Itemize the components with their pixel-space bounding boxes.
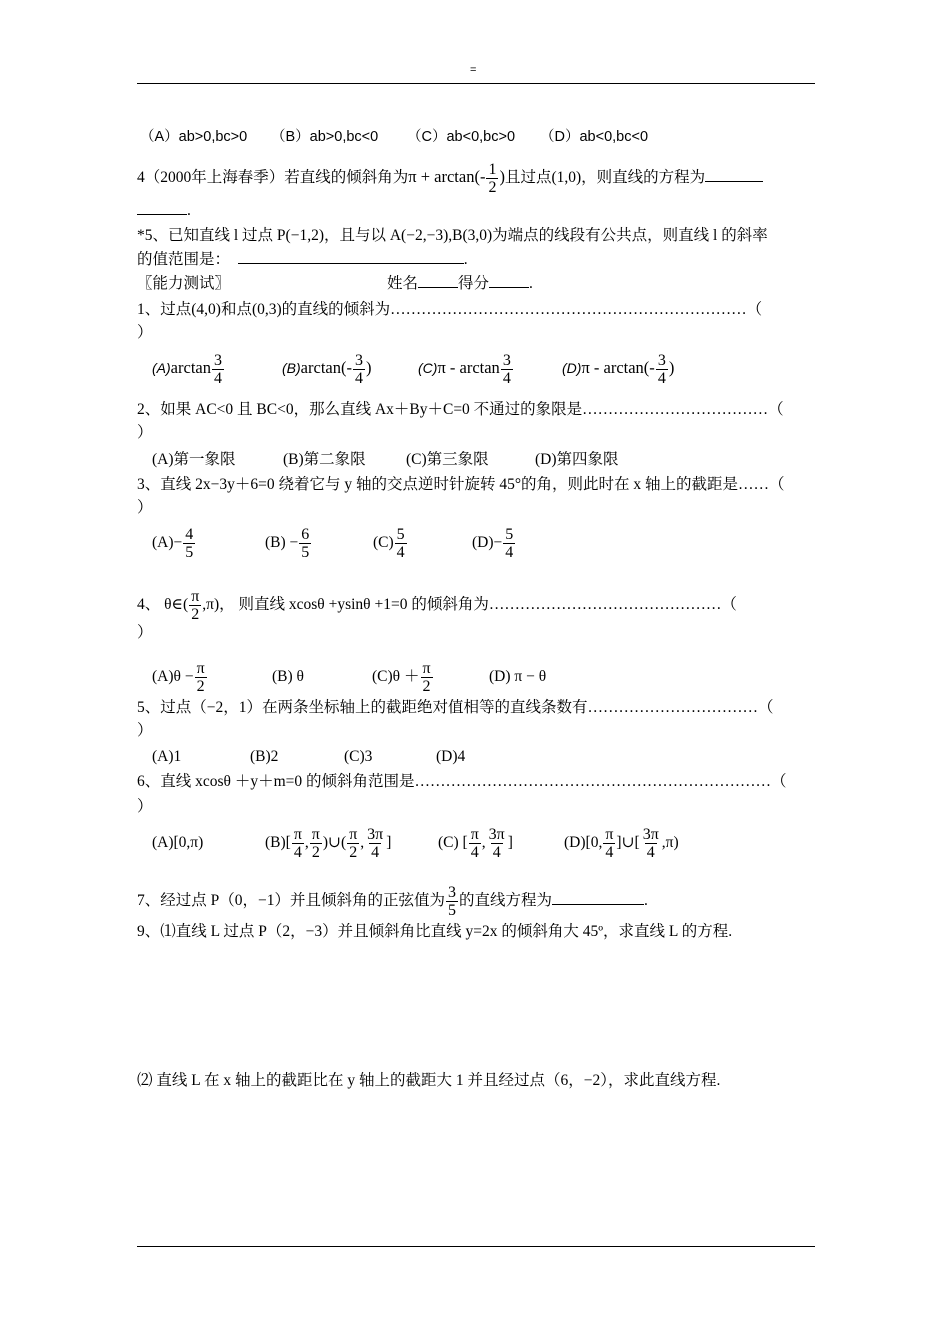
- p3-option-a: (A)− $\frac{4}{5}$: [152, 526, 194, 561]
- p6-option-c: (C) [ $\frac{\pi}{4}$ , $\frac{3\pi}{4}$ ]: [438, 826, 513, 861]
- problem-6-stem: 6、直线 xcosθ ＋y＋m=0 的倾斜角范围是……………………………………………………………（: [137, 773, 787, 790]
- p1-option-a: (A)arctan $\frac{3}{4}$: [152, 352, 222, 387]
- option-c: （C）ab<0,bc>0: [407, 129, 516, 145]
- previous-question-options: [140, 126, 648, 148]
- option-b: （B）ab>0,bc<0: [271, 129, 379, 145]
- problem-5-options: [152, 746, 465, 768]
- p2-option-c: (C)第三象限: [406, 451, 489, 468]
- problem-1-options: [152, 352, 674, 387]
- problem-2-close: ）: [137, 424, 153, 441]
- problem-9-part-1: 9、⑴直线 L 过点 P（2，−3）并且倾斜角比直线 y=2x 的倾斜角大 45º，求直线 L 的方程.: [137, 923, 733, 940]
- name-label: 姓名: [387, 275, 419, 292]
- problem-7: 7、经过点 P（0，−1）并且倾斜角的正弦值为 $\frac{3}{5}$ 的直线方程为 .: [137, 884, 648, 919]
- p7-answer-blank[interactable]: [552, 890, 644, 905]
- problem-4-stem: [137, 588, 737, 623]
- problem-4-close: ）: [137, 624, 153, 641]
- q4-answer-blank-cont[interactable]: [137, 200, 187, 215]
- p1-option-d: (D)π - arctan(- $\frac{3}{4}$ ): [562, 352, 675, 387]
- q4-suffix: 且过点(1,0)，则直线的方程为: [504, 169, 706, 187]
- q5-answer-blank[interactable]: [238, 249, 464, 264]
- p1-option-b: (B)arctan(- $\frac{3}{4}$ ): [282, 352, 372, 387]
- p4-option-a: (A)θ − $\frac{\pi}{2}$: [152, 660, 205, 695]
- p6-option-b: (B)[ $\frac{\pi}{4}$ , $\frac{\pi}{2}$ )∪( $\frac{\pi}{2}$ , $\frac{3\pi}{4}$ ]: [265, 826, 392, 861]
- option-d: （D）ab<0,bc<0: [540, 129, 649, 145]
- p3-option-c: (C) $\frac{5}{4}$: [373, 526, 405, 561]
- q4-expr-right: ): [499, 167, 505, 187]
- p3-option-b: (B) − $\frac{6}{5}$: [265, 526, 310, 561]
- q5-prefix: 的值范围是：: [137, 251, 231, 268]
- problem-5-close: ）: [137, 722, 153, 739]
- q4-expr-left: π + arctan(-: [408, 167, 486, 187]
- problem-3-options: [152, 526, 516, 561]
- header-rule: [137, 83, 815, 84]
- question-4: [137, 161, 763, 196]
- ability-test-header: 〖能力测试〗 姓名 得分 .: [137, 273, 533, 295]
- problem-9-part-2: ⑵ 直线 L 在 x 轴上的截距比在 y 轴上的截距大 1 并且经过点（6，−2），求此直线方程.: [137, 1072, 721, 1089]
- score-label: 得分: [458, 275, 490, 292]
- p7-stem-a: 7、经过点 P（0，−1）并且倾斜角的正弦值为: [137, 892, 445, 910]
- q4-fraction: [486, 161, 498, 196]
- p4-option-d: (D) π − θ: [489, 668, 547, 686]
- p6-option-d: (D)[0, $\frac{\pi}{4}$ ]∪[ $\frac{3\pi}{4}$ ,π): [564, 826, 679, 861]
- p4-stem-a: 4、 θ∈(: [137, 596, 189, 614]
- p5-option-a: (A)1: [152, 748, 182, 765]
- problem-6-options: [152, 826, 679, 861]
- p6-option-a: (A)[0,π): [152, 834, 204, 852]
- problem-1-close: ）: [137, 324, 153, 341]
- question-5-line1: *5、已知直线 l 过点 P(−1,2)，且与以 A(−2,−3),B(3,0)为端点的线段有公共点，则直线 l 的斜率: [137, 227, 768, 244]
- problem-1-stem: 1、过点(4,0)和点(0,3)的直线的倾斜为……………………………………………………………（: [137, 301, 763, 318]
- p4-stem-b: ,π)， 则直线 xcosθ +ysinθ +1=0 的倾斜角为………………………………………（: [202, 596, 737, 614]
- p2-option-d: (D)第四象限: [535, 451, 619, 468]
- p5-option-d: (D)4: [436, 748, 466, 765]
- p3-option-d: (D)− $\frac{5}{4}$: [472, 526, 514, 561]
- q4-frac-den: 2: [488, 179, 497, 196]
- problem-3-close: ）: [137, 499, 153, 516]
- p2-option-b: (B)第二象限: [283, 451, 366, 468]
- header-mark: =: [470, 64, 477, 76]
- question-5-line2: 的值范围是： .: [137, 251, 468, 268]
- p1-option-c: (C)π - arctan $\frac{3}{4}$: [418, 352, 511, 387]
- p5-option-b: (B)2: [250, 748, 279, 765]
- footer-rule: [137, 1246, 815, 1247]
- score-blank[interactable]: [489, 273, 529, 288]
- name-blank[interactable]: [418, 273, 458, 288]
- p7-fraction: $\frac{3}{5}$: [448, 884, 456, 919]
- problem-2-options: [152, 449, 619, 471]
- option-a: （A）ab>0,bc>0: [140, 129, 248, 145]
- p5-option-c: (C)3: [344, 748, 373, 765]
- p4-option-c: (C)θ ＋ $\frac{\pi}{2}$: [372, 660, 431, 695]
- problem-4-options: [152, 660, 546, 695]
- p4-pi-over-2: $\frac{\pi}{2}$: [191, 588, 200, 623]
- q4-prefix: 4（2000年上海春季）若直线的倾斜角为: [137, 169, 409, 187]
- test-title: 〖能力测试〗: [137, 275, 231, 292]
- problem-3-stem: 3、直线 2x−3y＋6=0 绕着它与 y 轴的交点逆时针旋转 45°的角，则此时在 x 轴上的截距是……（: [137, 476, 785, 493]
- p7-stem-b: 的直线方程为: [459, 892, 553, 910]
- q4-frac-num: 1: [488, 161, 497, 178]
- question-4-cont: .: [137, 200, 191, 222]
- problem-5-stem: 5、过点（−2，1）在两条坐标轴上的截距绝对值相等的直线条数有……………………………（: [137, 699, 774, 716]
- p4-option-b: (B) θ: [272, 668, 304, 686]
- problem-2-stem: 2、如果 AC<0 且 BC<0，那么直线 Ax＋By＋C=0 不通过的象限是………………………………（: [137, 401, 784, 418]
- q4-answer-blank[interactable]: [705, 167, 763, 182]
- p2-option-a: (A)第一象限: [152, 451, 236, 468]
- problem-6-close: ）: [137, 798, 153, 815]
